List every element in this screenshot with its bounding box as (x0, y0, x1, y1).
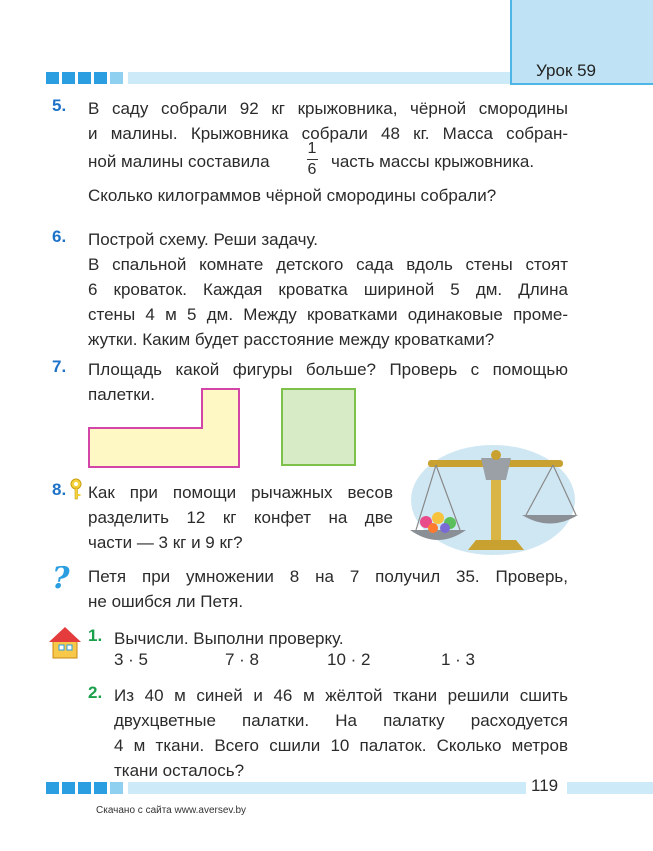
scales-illustration (398, 440, 578, 560)
house-icon (47, 624, 83, 660)
task-5-line3a: ной малины составила (88, 152, 270, 171)
page-number: 119 (531, 776, 559, 795)
task-number: 2. (88, 683, 103, 702)
footer-bar-right (567, 782, 653, 794)
source-note: Скачано с сайта www.aversev.by (96, 805, 247, 816)
l-shape (89, 389, 239, 467)
lesson-tab (510, 0, 653, 85)
task-6-text: Построй схему. Реши задачу. В спальной комнате детского сада вдоль стены стоят 6 кроваток. Каждая кроватка шириной 5 дм. Длина стены 4 м 5 дм. Между кроватками одинаковые проме- жутки. Каким будет расстояние между кроватками? (88, 230, 568, 349)
task-number: 1. (88, 626, 103, 645)
key-icon (69, 478, 83, 500)
expr: 1 · 3 (441, 650, 476, 669)
task-7-text: Площадь какой фигуры больше? Проверь с помощью палетки. (88, 360, 568, 404)
homework-2-text: Из 40 м синей и 46 м жёлтой ткани решили сшить двухцветные палатки. На палатку расходуется 4 м ткани. Всего сшили 10 палаток. Сколько метров ткани осталось? (114, 686, 568, 780)
task-5-text: В саду собрали 92 кг крыжовника, чёрной смородины и малины. Крыжовника собрали 48 кг. Масса собран- (88, 99, 568, 143)
expr: 3 · 5 (114, 650, 149, 669)
task-8-text: Как при помощи рычажных весов разделить 12 кг конфет на две части — 3 кг и 9 кг? (88, 483, 393, 552)
task-5-line3b: часть массы крыжовника. (331, 152, 535, 171)
square-shape (282, 389, 355, 465)
header-bar (46, 72, 510, 84)
task-number: 6. (52, 227, 67, 246)
footer-bar (46, 782, 526, 794)
area-shapes (86, 388, 366, 470)
task-number: 8. (52, 480, 67, 499)
expr: 10 · 2 (327, 650, 371, 669)
homework-1-text: Вычисли. Выполни проверку. (114, 629, 344, 648)
task-5-line4: Сколько килограммов чёрной смородины собрали? (88, 186, 497, 205)
task-number: 7. (52, 357, 67, 376)
task-number: 5. (52, 96, 67, 115)
question-text: Петя при умножении 8 на 7 получил 35. Проверь, не ошибся ли Петя. (88, 567, 568, 611)
svg-text:?: ? (52, 562, 70, 594)
lesson-title: Урок 59 (536, 61, 597, 80)
question-icon (50, 562, 74, 594)
fraction: 1 6 (307, 140, 317, 178)
expr: 7 · 8 (225, 650, 260, 669)
